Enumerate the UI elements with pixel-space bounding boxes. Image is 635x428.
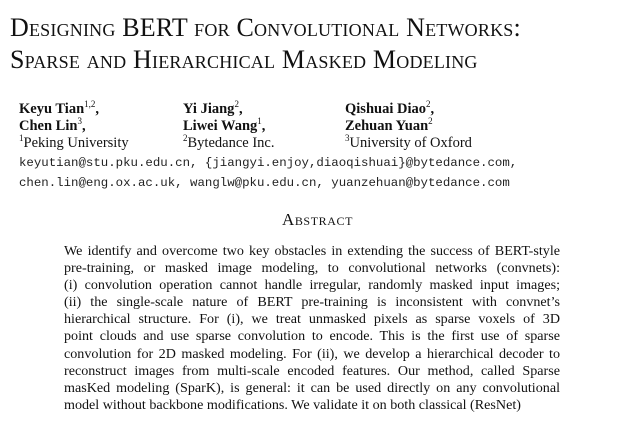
author-name <box>183 118 274 135</box>
author-name-text: Yi Jiang <box>183 101 235 117</box>
affiliation <box>345 135 472 152</box>
author-name <box>19 118 129 135</box>
abstract-line: (ii) the single-scale nature of BERT pre-training is inconsistent with convnet’s <box>64 294 560 311</box>
affiliation-text: University of Oxford <box>349 135 472 151</box>
email-line-1: keyutian@stu.pku.edu.cn, {jiangyi.enjoy,diaoqishuai}@bytedance.com, <box>19 156 518 170</box>
affiliation <box>183 135 274 152</box>
author-affiliation-mark: 2 <box>234 99 239 110</box>
affiliation <box>19 135 129 152</box>
author-affiliation-mark: 2 <box>428 116 433 127</box>
abstract-line: model without backbone modifications. We validate it on both classical (ResNet) <box>64 396 521 413</box>
author-block <box>0 101 635 153</box>
abstract-heading: Abstract <box>281 210 354 229</box>
author-name-text: Keyu Tian <box>19 101 85 117</box>
author-name-text: Liwei Wang <box>183 118 258 134</box>
author-emails <box>19 153 517 193</box>
affiliation-mark: 2 <box>183 133 188 144</box>
author-column-1 <box>19 101 129 152</box>
affiliation-mark: 3 <box>345 133 350 144</box>
author-name-text: Zehuan Yuan <box>345 118 429 134</box>
abstract-line: point clouds and use sparse convolution to encode. This is the first use of sparse <box>64 328 560 345</box>
author-separator: , <box>430 101 435 117</box>
author-name <box>19 101 129 118</box>
author-separator: , <box>95 101 100 117</box>
author-separator: , <box>238 101 243 117</box>
author-affiliation-mark: 2 <box>425 99 431 110</box>
author-name <box>345 118 472 135</box>
email-line-2: chen.lin@eng.ox.ac.uk, wanglw@pku.edu.cn, yuanzehuan@bytedance.com <box>19 176 510 190</box>
author-affiliation-mark: 3 <box>77 116 82 127</box>
author-separator: , <box>261 118 266 134</box>
affiliation-mark: 1 <box>19 133 24 144</box>
author-separator: , <box>81 118 86 134</box>
author-name <box>345 101 472 118</box>
abstract-body <box>64 243 560 414</box>
affiliation-text: Peking University <box>23 135 129 151</box>
abstract-line: convolution for 2D masked modeling. For (ii), we develop a hierarchical decoder to <box>64 345 560 362</box>
author-column-2 <box>183 101 274 152</box>
abstract-line: masKed modeling (SparK), is general: it can be used directly on any convolutional <box>64 379 560 396</box>
abstract-line: We identify and overcome two key obstacles in extending the success of BERT-style <box>64 243 560 259</box>
abstract-line: pre-training, or masked image modeling, to convolutional networks (convnets): <box>64 260 560 277</box>
author-name-text: Chen Lin <box>19 118 78 134</box>
author-affiliation-mark: 1,2 <box>84 99 96 110</box>
abstract-line: reconstruct images from multi-scale encoded features. Our method, called Sparse <box>64 362 560 379</box>
author-column-3 <box>345 101 472 152</box>
abstract-line: hierarchical structure. For (i), we treat unmasked pixels as sparse voxels of 3D <box>64 311 560 328</box>
abstract-line: (i) convolution operation cannot handle irregular, randomly masked input images; <box>64 277 560 294</box>
paper-title <box>10 12 630 76</box>
title-line-1: Designing BERT for Convolutional Networks: <box>10 13 521 42</box>
author-name-text: Qishuai Diao <box>345 101 426 117</box>
title-line-2: Sparse and Hierarchical Masked Modeling <box>10 45 478 74</box>
affiliation-text: Bytedance Inc. <box>187 135 275 151</box>
author-affiliation-mark: 1 <box>257 116 262 127</box>
